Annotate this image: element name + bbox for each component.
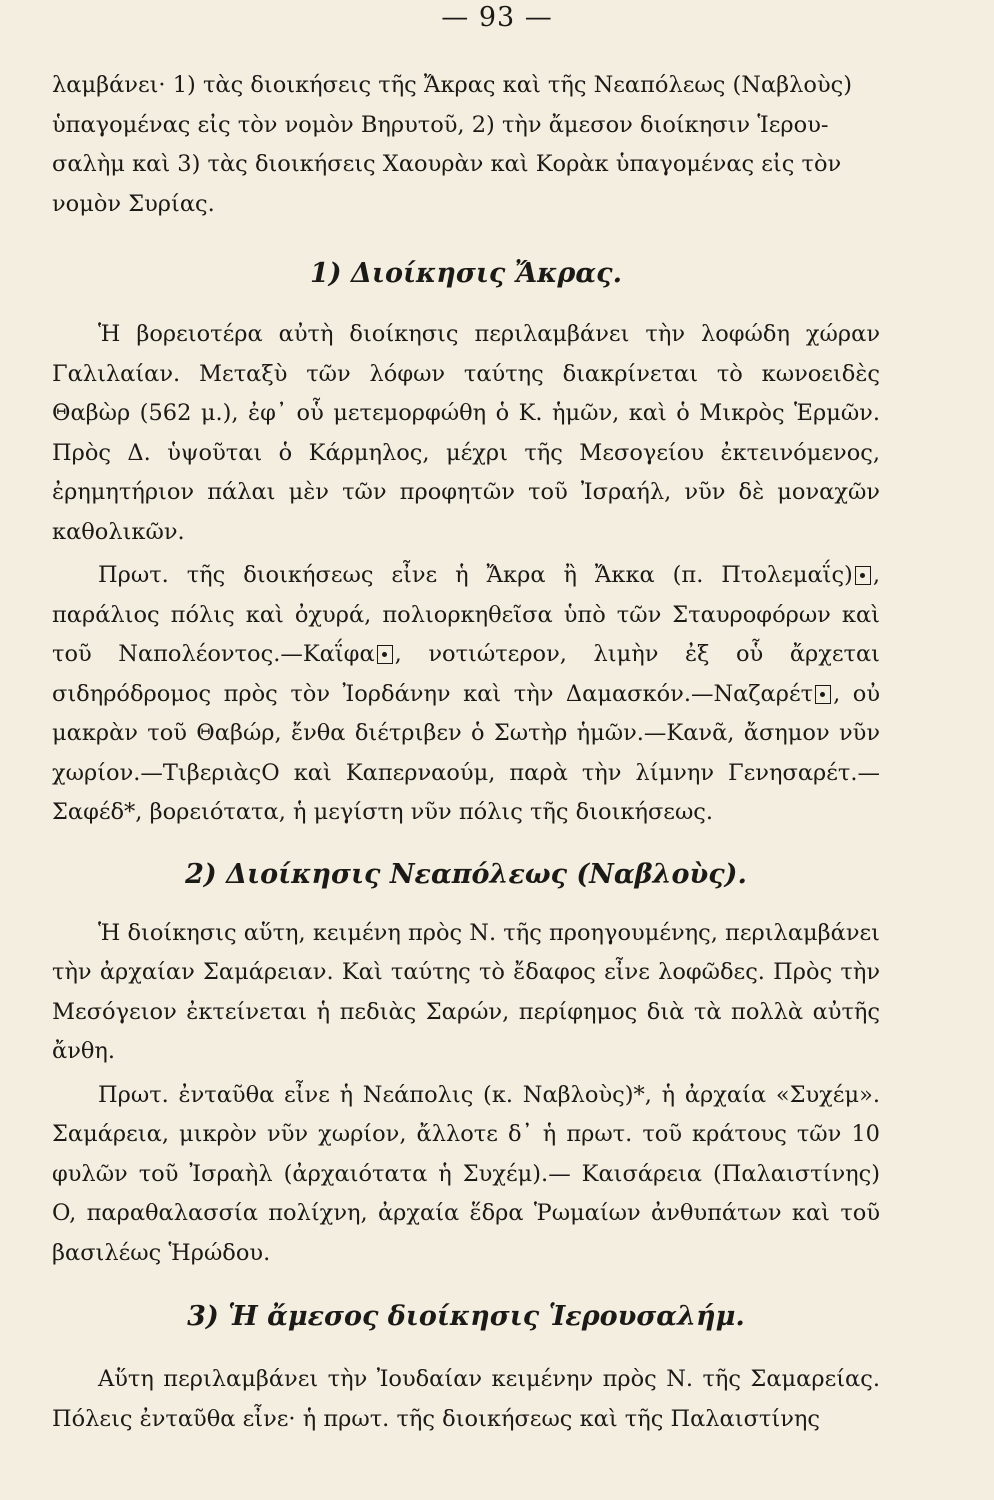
section-1-paragraph-1: Ἡ βορειοτέρα αὐτὴ διοίκησις περιλαμβάνει τὴν λοφώδη χώραν Γαλιλαίαν. Μεταξὺ τῶν λόφων ταύτης διακρίνεται τὸ κωνοειδὲς Θαβὼρ (562 μ.), ἐφ᾽ οὗ μετεμορφώθη ὁ Κ. ἡμῶν, καὶ ὁ Μικρὸς Ἑρμῶν. Πρὸς Δ. ὑψοῦται ὁ Κάρμηλος, μέχρι τῆς Μεσογείου ἐκτεινόμενος, ἐρημητήριον πάλαι μὲν τῶν προφητῶν τοῦ Ἰσραήλ, νῦν δὲ μοναχῶν καθολικῶν. [52, 321, 880, 545]
section-1-heading: 1) Διοίκησις Ἄκρας. [310, 258, 622, 289]
section-3-heading: 3) Ἡ ἄμεσος διοίκησις Ἱερουσαλήμ. [187, 1301, 745, 1332]
intro-line: λαμβάνει· 1) τὰς διοικήσεις τῆς Ἄκρας καὶ τῆς Νεαπόλεως (Ναβλοὺς) [52, 72, 853, 98]
intro-line: σαλὴμ καὶ 3) τὰς διοικήσεις Χαουρὰν καὶ Κορὰκ ὑπαγομένας εἰς τὸν [52, 151, 842, 177]
section-3-paragraph-1: Αὕτη περιλαμβάνει τὴν Ἰουδαίαν κειμένην πρὸς Ν. τῆς Σαμαρείας. Πόλεις ἐνταῦθα εἶνε· ἡ πρωτ. τῆς διοικήσεως καὶ τῆς Παλαιστίνης [52, 1366, 880, 1432]
section-2-heading: 2) Διοίκησις Νεαπόλεως (Ναβλοὺς). [185, 858, 747, 890]
section-1-paragraph-2-text: Πρωτ. τῆς διοικήσεως εἶνε ἡ Ἄκρα ἢ Ἄκκα (π. Πτολεμαΐς) [98, 562, 853, 588]
intro-line: ὑπαγομένας εἰς τὸν νομὸν Βηρυτοῦ, 2) τὴν ἄμεσον διοίκησιν Ἱερου- [52, 111, 829, 138]
section-1-paragraph-2 [52, 556, 880, 833]
section-2-paragraph-1: Ἡ διοίκησις αὕτη, κειμένη πρὸς Ν. τῆς προηγουμένης, περιλαμβάνει τὴν ἀρχαίαν Σαμάρειαν. Καὶ ταύτης τὸ ἔδαφος εἶνε λοφῶδες. Πρὸς τὴν Μεσόγειον ἐκτείνεται ἡ πεδιὰς Σαρών, περίφημος διὰ τὰ πολλὰ αὐτῆς ἄνθη. [52, 919, 880, 1064]
page-number: — 93 — [441, 2, 553, 33]
section-2-paragraph-2: Πρωτ. ἐνταῦθα εἶνε ἡ Νεάπολις (κ. Ναβλοὺς)*, ἡ ἀρχαία «Συχέμ». Σαμάρεια, μικρὸν νῦν χωρίον, ἄλλοτε δ᾽ ἡ πρωτ. τοῦ κράτους τῶν 10 φυλῶν τοῦ Ἰσραὴλ (ἀρχαιότατα ἡ Συχέμ).— Καισάρεια (Παλαιστίνης) O, παραθαλασσία πολίχνη, ἀρχαία ἕδρα Ῥωμαίων ἀνθυπάτων καὶ τοῦ βασιλέως Ἡρώδου. [52, 1081, 880, 1266]
intro-line: νομὸν Συρίας. [52, 190, 215, 217]
page-content [52, 66, 880, 1439]
map-marker-icon [855, 566, 871, 585]
map-marker-icon [815, 685, 831, 704]
section-1-paragraph-2-text: , παράλιος πόλις καὶ ὀχυρά, πολιορκηθεῖσα ὑπὸ τῶν Σταυροφόρων καὶ τοῦ Ναπολέοντος.—Καΐφα [52, 562, 880, 667]
section-1-paragraph-2-text: , νοτιώτερον, λιμὴν ἐξ οὗ ἄρχεται σιδηρόδρομος πρὸς τὸν Ἰορδάνην καὶ τὴν Δαμασκόν.—Ναζαρέτ [52, 641, 880, 707]
section-1-paragraph-2-text: , οὐ μακρὰν τοῦ Θαβώρ, ἔνθα διέτριβεν ὁ Σωτὴρ ἡμῶν.—Κανᾶ, ἄσημον νῦν χωρίον.—ΤιβεριὰςO καὶ Καπερναούμ, παρὰ τὴν λίμνην Γενησαρέτ.—Σαφέδ*, βορειότατα, ἡ μεγίστη νῦν πόλις τῆς διοικήσεως. [52, 680, 880, 825]
map-marker-icon [377, 645, 393, 664]
intro-paragraph [52, 66, 880, 224]
